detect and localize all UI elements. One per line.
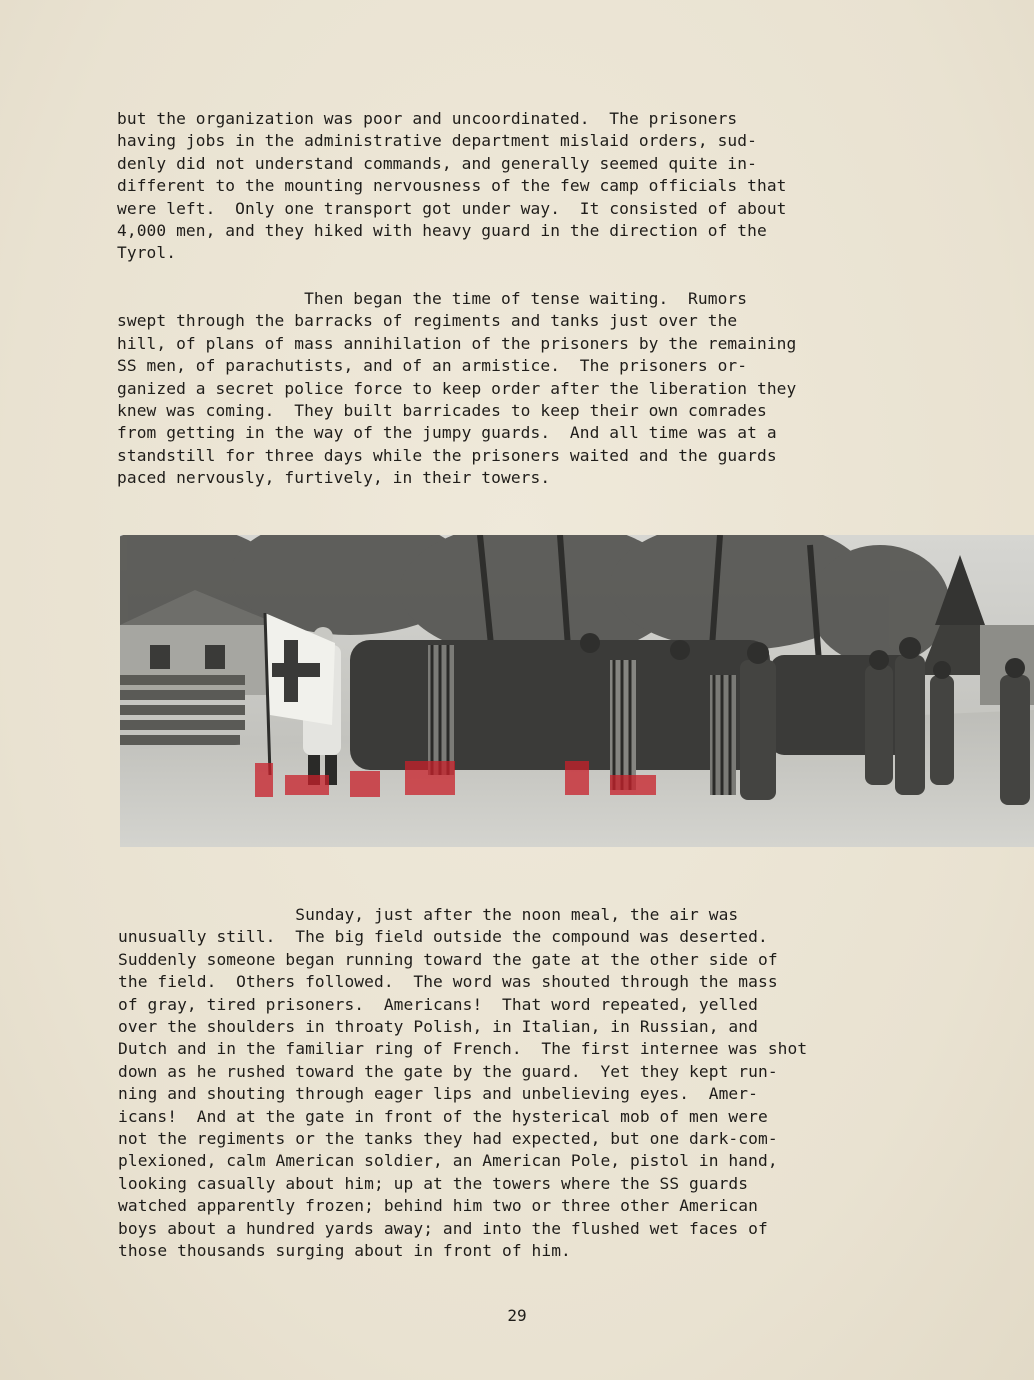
liberation-photograph	[120, 535, 1034, 847]
paragraph-2: Then began the time of tense waiting. Rumors swept through the barracks of regiments and tanks just over the hill, of plans of mass annihilation of the prisoners by the remaining SS men, of parachutists, and of an armistice. The prisoners or- ganized a secret police force to keep order after the liberation they knew was coming. They built barricades to keep their own comrades from getting in the way of the jumpy guards. And all time was at a standstill for three days while the prisoners waited and the guards paced nervously, furtively, in their towers.	[117, 289, 797, 488]
paragraph-1: but the organization was poor and uncoordinated. The prisoners having jobs in the administrative department mislaid orders, sud- denly did not understand commands, and generally seemed quite in- different to the mounting nervousness of the few camp officials that were left. Only one transport got under way. It consisted of about 4,000 men, and they hiked with heavy guard in the direction of the Tyrol.	[117, 109, 787, 263]
page-number: 29	[507, 1306, 527, 1325]
paragraph-3: Sunday, just after the noon meal, the air was unusually still. The big field outside the compound was deserted. Suddenly someone began running toward the gate at the other side of the field. Others followed. The word was shouted through the mass of gray, tired prisoners. Americans! That word repeated, yelled over the shoulders in throaty Polish, in Italian, in Russian, and Dutch and in the familiar ring of French. The first internee was shot down as he rushed toward the gate by the guard. Yet they kept run- ning and shouting through eager lips and unbelieving eyes. Amer- icans! And at the gate in front of the hysterical mob of men were not the regiments or the tanks they had expected, but one dark-com- plexioned, calm American soldier, an American Pole, pistol in hand, looking casually about him; up at the towers where the SS guards watched apparently frozen; behind him two or three other American boys about a hundred yards away; and into the flushed wet faces of those thousands surging about in front of him.	[118, 905, 808, 1261]
photograph-icon	[120, 535, 1034, 847]
